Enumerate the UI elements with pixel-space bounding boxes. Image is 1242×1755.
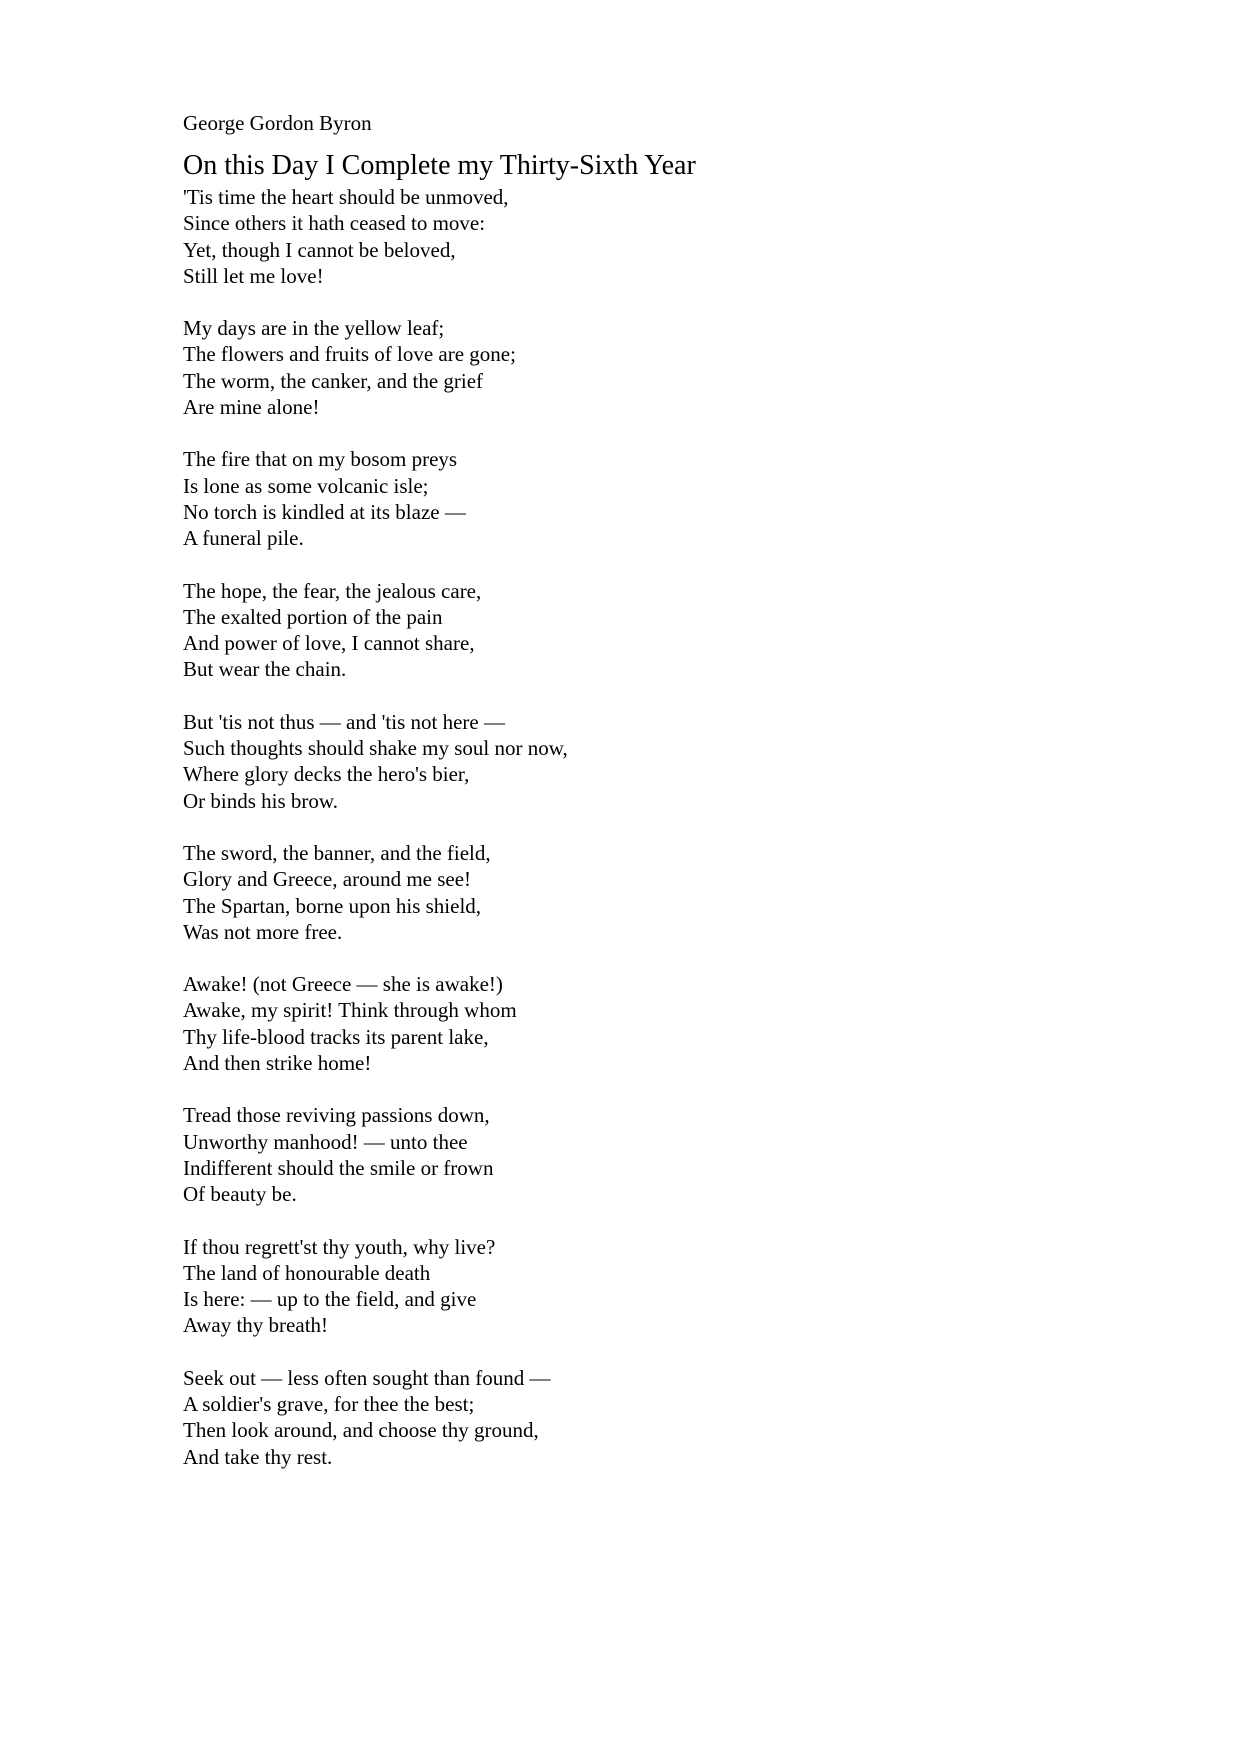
- stanza: [183, 446, 1083, 551]
- poem-line: Is here: — up to the field, and give: [183, 1287, 477, 1312]
- stanza: [183, 840, 1083, 945]
- poem-line: The sword, the banner, and the field,: [183, 840, 491, 865]
- poem-line: The land of honourable death: [183, 1260, 431, 1285]
- poem-line: No torch is kindled at its blaze —: [183, 499, 466, 524]
- poem-line: But wear the chain.: [183, 657, 347, 682]
- poem-line: Or binds his brow.: [183, 788, 338, 813]
- poem-line: Awake, my spirit! Think through whom: [183, 998, 517, 1023]
- stanza: [183, 971, 1083, 1076]
- poem-line: Of beauty be.: [183, 1182, 297, 1207]
- poem-line: The Spartan, borne upon his shield,: [183, 893, 482, 918]
- poem-line: And take thy rest.: [183, 1444, 333, 1469]
- poem-line: And power of love, I cannot share,: [183, 631, 475, 656]
- poem-line: Glory and Greece, around me see!: [183, 867, 472, 892]
- poem-line: Away thy breath!: [183, 1313, 329, 1338]
- stanza: [183, 578, 1083, 683]
- poem-line: Still let me love!: [183, 263, 324, 288]
- poem-title: On this Day I Complete my Thirty-Sixth Year: [183, 150, 696, 181]
- poem-line: The exalted portion of the pain: [183, 604, 443, 629]
- poem-line: Where glory decks the hero's bier,: [183, 762, 470, 787]
- poem-line: Awake! (not Greece — she is awake!): [183, 972, 503, 997]
- poem-line: Was not more free.: [183, 919, 343, 944]
- poem-line: The worm, the canker, and the grief: [183, 368, 484, 393]
- poem-line: My days are in the yellow leaf;: [183, 316, 445, 341]
- poem-line: Are mine alone!: [183, 395, 320, 420]
- stanza: [183, 1102, 1083, 1207]
- poem-line: A funeral pile.: [183, 526, 304, 551]
- poem-line: Then look around, and choose thy ground,: [183, 1418, 539, 1443]
- stanza: [183, 1234, 1083, 1339]
- poem-line: The hope, the fear, the jealous care,: [183, 578, 482, 603]
- poem-line: Such thoughts should shake my soul nor now,: [183, 736, 568, 761]
- stanza: [183, 709, 1083, 814]
- stanza: [183, 184, 1083, 289]
- poem-line: Tread those reviving passions down,: [183, 1103, 490, 1128]
- document-page: [183, 108, 1083, 1496]
- poem-line: The fire that on my bosom preys: [183, 447, 458, 472]
- poem-line: Indifferent should the smile or frown: [183, 1155, 494, 1180]
- poem-line: 'Tis time the heart should be unmoved,: [183, 185, 509, 209]
- poem-line: But 'tis not thus — and 'tis not here —: [183, 709, 505, 734]
- poem-line: A soldier's grave, for thee the best;: [183, 1391, 475, 1416]
- poem-line: The flowers and fruits of love are gone;: [183, 342, 516, 367]
- poem-line: Is lone as some volcanic isle;: [183, 473, 429, 498]
- poem-line: Since others it hath ceased to move:: [183, 211, 486, 236]
- poem-line: Thy life-blood tracks its parent lake,: [183, 1024, 489, 1049]
- author-name: George Gordon Byron: [183, 111, 372, 135]
- poem-line: And then strike home!: [183, 1051, 372, 1076]
- poem-body: [183, 184, 1083, 1470]
- poem-line: Yet, though I cannot be beloved,: [183, 237, 456, 262]
- poem-line: Unworthy manhood! — unto thee: [183, 1129, 468, 1154]
- poem-line: Seek out — less often sought than found —: [183, 1365, 551, 1390]
- stanza: [183, 315, 1083, 420]
- stanza: [183, 1365, 1083, 1470]
- poem-line: If thou regrett'st thy youth, why live?: [183, 1234, 496, 1259]
